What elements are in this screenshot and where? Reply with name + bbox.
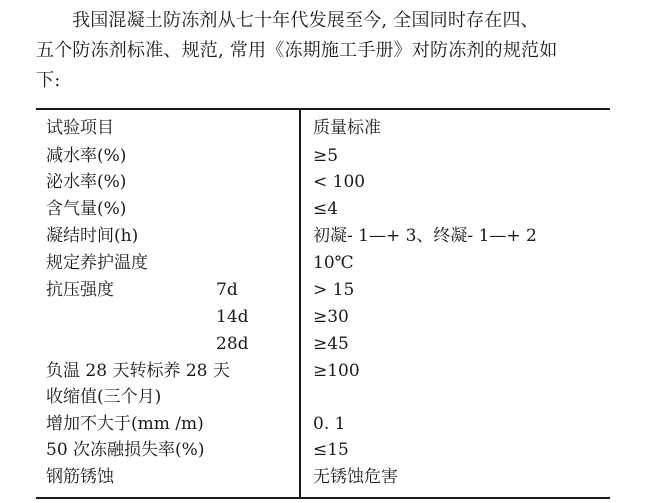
table-header-item: 试验项目	[46, 118, 114, 138]
table-cell-item: 减水率(%)	[46, 146, 127, 166]
table-header-standard: 质量标准	[313, 118, 381, 138]
table-row	[0, 304, 658, 330]
table-cell-item: 规定养护温度	[46, 253, 148, 273]
table-cell-item: 增加不大于(mm /m)	[46, 414, 204, 434]
intro-line-1: 我国混凝土防冻剂从七十年代发展至今, 全国同时存在四、	[72, 10, 539, 31]
table-cell-standard: > 15	[313, 280, 355, 300]
table-cell-standard: ≥45	[313, 334, 349, 354]
table-cell-item: 抗压强度	[46, 280, 114, 300]
table-cell-standard: ≥100	[313, 361, 360, 381]
table-cell-sub: 7d	[216, 280, 238, 300]
table-cell-standard: < 100	[313, 172, 366, 192]
table-row	[0, 143, 658, 169]
table-cell-standard: 10℃	[313, 253, 354, 273]
table-cell-standard: ≤15	[313, 440, 349, 460]
table-cell-standard: 无锈蚀危害	[313, 467, 398, 487]
table-cell-standard: ≥5	[313, 146, 339, 166]
table-cell-item: 50 次冻融损失率(%)	[46, 440, 205, 460]
table-cell-item: 收缩值(三个月)	[46, 387, 162, 407]
table-cell-standard: ≥30	[313, 307, 349, 327]
table-row	[0, 384, 658, 410]
table-row	[0, 331, 658, 357]
table-row	[0, 411, 658, 437]
intro-line-3: 下:	[36, 70, 61, 91]
table-row	[0, 464, 658, 490]
table-cell-standard: 0. 1	[313, 414, 346, 434]
table-cell-item: 凝结时间(h)	[46, 226, 139, 246]
table-cell-item: 负温 28 天转标养 28 天	[46, 361, 230, 381]
table-cell-sub: 14d	[216, 307, 249, 327]
table-row	[0, 223, 658, 249]
table-header-row	[0, 115, 658, 141]
table-cell-item: 钢筋锈蚀	[46, 467, 114, 487]
table-row	[0, 169, 658, 195]
table-row	[0, 358, 658, 384]
table-cell-standard: 初凝- 1—+ 3、终凝- 1—+ 2	[313, 226, 537, 246]
table-row	[0, 250, 658, 276]
table-row	[0, 196, 658, 222]
table-row	[0, 277, 658, 303]
intro-line-2: 五个防冻剂标准、规范, 常用《冻期施工手册》对防冻剂的规范如	[36, 40, 558, 61]
table-cell-sub: 28d	[216, 334, 249, 354]
table-cell-standard: ≤4	[313, 199, 339, 219]
table-row	[0, 437, 658, 463]
table-cell-item: 含气量(%)	[46, 199, 127, 219]
table-cell-item: 泌水率(%)	[46, 172, 127, 192]
